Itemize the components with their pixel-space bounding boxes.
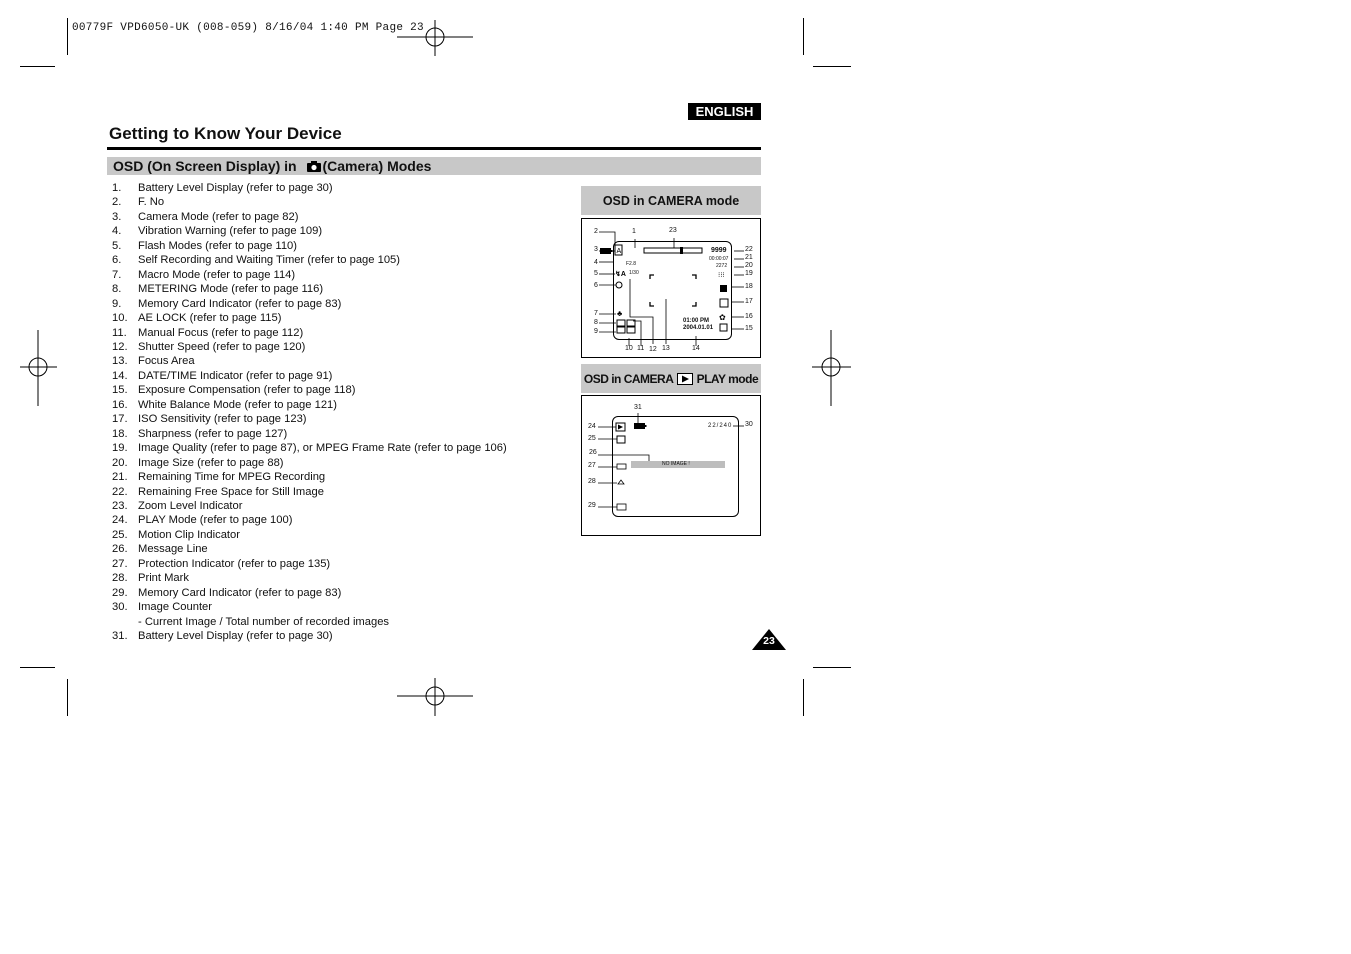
legend-number: 9. [112, 297, 122, 310]
legend-item [112, 427, 507, 441]
legend-number: 3. [112, 210, 122, 223]
date-display: 2004.01.01 [683, 325, 714, 331]
registration-mark-right [812, 330, 851, 406]
legend-number: 12. [112, 340, 128, 353]
legend-text: Battery Level Display (refer to page 30) [138, 630, 333, 643]
crop-mark [803, 18, 804, 55]
section-header [107, 157, 761, 175]
callout-number: 17 [745, 298, 753, 305]
legend-item [112, 456, 507, 470]
svg-text:♣: ♣ [617, 309, 623, 318]
message-line: NO IMAGE ! [662, 461, 690, 467]
registration-mark-left [20, 330, 57, 406]
legend-item [112, 441, 507, 455]
play-panel-heading [581, 364, 761, 393]
legend-number: 10. [112, 312, 128, 325]
legend-number: 30. [112, 601, 128, 614]
legend-item [112, 268, 507, 282]
legend-text: Self Recording and Waiting Timer (refer to page 105) [138, 254, 400, 267]
legend-item [112, 239, 507, 253]
callout-number: 14 [692, 345, 700, 352]
legend-number: 31. [112, 630, 128, 643]
legend-item [112, 383, 507, 397]
image-counter: 22/240 [708, 423, 733, 429]
legend-item [112, 398, 507, 412]
callout-number: 30 [745, 421, 753, 428]
legend-item [112, 340, 507, 354]
callout-number: 8 [594, 319, 598, 326]
legend-item [112, 282, 507, 296]
legend-item [112, 326, 507, 340]
legend-number: 24. [112, 514, 128, 527]
legend-text: Memory Card Indicator (refer to page 83) [138, 586, 342, 599]
legend-text: Memory Card Indicator (refer to page 83) [138, 297, 342, 310]
legend-text: AE LOCK (refer to page 115) [138, 312, 282, 325]
legend-text: Remaining Time for MPEG Recording [138, 471, 326, 484]
callout-number: 20 [745, 262, 753, 269]
legend-number: 11. [112, 326, 127, 339]
legend-text: ISO Sensitivity (refer to page 123) [138, 413, 307, 426]
legend-item [112, 629, 507, 643]
legend-item [112, 513, 507, 527]
legend-text: Exposure Compensation (refer to page 118) [138, 384, 356, 397]
svg-text:⁝⁝⁝: ⁝⁝⁝ [718, 272, 725, 279]
legend-item [112, 253, 507, 267]
legend-item [112, 195, 507, 209]
legend-number: 28. [112, 572, 128, 585]
title-rule [107, 147, 761, 150]
callout-number: 7 [594, 310, 598, 317]
legend-number: 1. [112, 182, 122, 194]
legend-item [112, 181, 507, 195]
svg-text:↯A: ↯A [615, 271, 626, 278]
osd-legend-list [112, 181, 507, 644]
legend-number: 2. [112, 196, 122, 209]
legend-text: PLAY Mode (refer to page 100) [138, 514, 293, 527]
play-osd-panel [581, 395, 761, 536]
legend-item [112, 311, 507, 325]
crop-mark [67, 18, 68, 55]
callout-number: 25 [588, 435, 596, 442]
legend-number: 21. [112, 471, 128, 484]
registration-mark-bottom [397, 678, 473, 716]
shutter-speed: 1/30 [629, 270, 639, 276]
legend-text: Manual Focus (refer to page 112) [138, 326, 304, 339]
page-number: 23 [763, 635, 775, 647]
legend-text: DATE/TIME Indicator (refer to page 91) [138, 369, 333, 382]
legend-text: F. No [138, 196, 165, 209]
section-title-after: (Camera) Modes [322, 158, 432, 174]
legend-item [112, 485, 507, 499]
legend-item [112, 412, 507, 426]
legend-text: Sharpness (refer to page 127) [138, 427, 288, 440]
legend-number: 27. [112, 557, 128, 570]
print-slug: 00779F VPD6050-UK (008-059) 8/16/04 1:40 PM Page 23 [72, 22, 424, 34]
legend-number: 26. [112, 543, 128, 556]
callout-number: 21 [745, 254, 753, 261]
callout-number: 16 [745, 313, 753, 320]
callout-number: 15 [745, 325, 753, 332]
callout-number: 29 [588, 502, 596, 509]
legend-item [112, 354, 507, 368]
legend-number: 8. [112, 283, 122, 296]
legend-item [112, 499, 507, 513]
legend-text: Image Counter [138, 601, 213, 614]
legend-text: Image Quality (refer to page 87), or MPEG Frame Rate (refer to page 106) [138, 442, 507, 455]
legend-number: 5. [112, 239, 122, 252]
legend-text: Protection Indicator (refer to page 135) [138, 557, 331, 570]
legend-number: 22. [112, 485, 128, 498]
legend-item [112, 528, 507, 542]
callout-number: 26 [589, 449, 597, 456]
legend-item [112, 571, 507, 585]
remaining-count: 9999 [711, 247, 727, 254]
svg-text:✿: ✿ [719, 313, 726, 322]
crop-mark [67, 679, 68, 716]
callout-number: 31 [634, 404, 642, 411]
legend-item [112, 297, 507, 311]
legend-number: 18. [112, 427, 128, 440]
callout-number: 1 [632, 228, 636, 235]
legend-text: Image Size (refer to page 88) [138, 456, 284, 469]
play-heading-before: OSD in CAMERA [583, 371, 676, 386]
callout-number: 22 [745, 246, 753, 253]
legend-text: Shutter Speed (refer to page 120) [138, 340, 306, 353]
legend-item [112, 600, 507, 614]
legend-number: 14. [112, 369, 128, 382]
play-icon [677, 373, 693, 385]
play-heading-after: PLAY mode [693, 371, 759, 386]
legend-number: 4. [112, 225, 122, 238]
legend-number: 15. [112, 384, 128, 397]
legend-item [112, 369, 507, 383]
legend-text: Message Line [138, 543, 208, 556]
callout-number: 3 [594, 246, 598, 253]
callout-number: 9 [594, 328, 598, 335]
camera-osd-diagram [582, 219, 760, 357]
crop-mark [20, 66, 55, 67]
crop-mark [20, 667, 55, 668]
crop-mark [803, 679, 804, 716]
legend-item [112, 586, 507, 600]
legend-number: 23. [112, 499, 128, 512]
svg-text:A: A [616, 248, 622, 255]
legend-text: Zoom Level Indicator [138, 499, 243, 512]
page-title: Getting to Know Your Device [109, 124, 342, 143]
callout-number: 24 [588, 423, 596, 430]
callout-number: 27 [588, 462, 596, 469]
crop-mark [813, 66, 851, 67]
legend-item [112, 615, 507, 629]
crop-mark [813, 667, 851, 668]
legend-text: Battery Level Display (refer to page 30) [138, 182, 333, 194]
camera-osd-panel [581, 218, 761, 358]
legend-text: Remaining Free Space for Still Image [138, 485, 324, 498]
section-title-before: OSD (On Screen Display) in [113, 158, 301, 174]
legend-number [112, 615, 138, 629]
callout-number: 23 [669, 227, 677, 234]
legend-text: Camera Mode (refer to page 82) [138, 210, 299, 223]
legend-item [112, 542, 507, 556]
callout-number: 6 [594, 282, 598, 289]
legend-item [112, 470, 507, 484]
legend-text: Macro Mode (refer to page 114) [138, 268, 296, 281]
legend-number: 20. [112, 456, 128, 469]
legend-item [112, 224, 507, 238]
callout-number: 4 [594, 259, 598, 266]
legend-text: Motion Clip Indicator [138, 528, 240, 541]
legend-number: 19. [112, 442, 128, 455]
callout-number: 19 [745, 270, 753, 277]
callout-number: 11 [637, 345, 645, 352]
time-display: 01:00 PM [683, 318, 710, 324]
legend-item [112, 557, 507, 571]
legend-text: Vibration Warning (refer to page 109) [138, 225, 323, 238]
legend-text: White Balance Mode (refer to page 121) [138, 398, 337, 411]
callout-number: 5 [594, 270, 598, 277]
camera-panel-heading: OSD in CAMERA mode [581, 186, 761, 215]
legend-number: 13. [112, 355, 128, 368]
callout-number: 13 [662, 345, 670, 352]
camera-icon [307, 161, 321, 172]
legend-number: 25. [112, 528, 128, 541]
legend-number: 7. [112, 268, 122, 281]
callout-number: 12 [649, 346, 657, 353]
legend-text: METERING Mode (refer to page 116) [138, 283, 324, 296]
callout-number: 28 [588, 478, 596, 485]
legend-text: Print Mark [138, 572, 189, 585]
legend-number: 29. [112, 586, 128, 599]
image-size: 2272 [716, 263, 728, 269]
legend-number: 16. [112, 398, 128, 411]
callout-number: 10 [625, 345, 633, 352]
callout-number: 18 [745, 283, 753, 290]
legend-item [112, 210, 507, 224]
legend-number: 17. [112, 413, 128, 426]
remaining-time: 00:00:07 [709, 256, 729, 262]
legend-text: - Current Image / Total number of recorded images [138, 615, 390, 628]
legend-text: Flash Modes (refer to page 110) [138, 239, 297, 252]
legend-text: Focus Area [138, 355, 195, 368]
f-number: F2.8 [626, 261, 637, 267]
legend-number: 6. [112, 254, 122, 267]
callout-number: 2 [594, 228, 598, 235]
language-badge: ENGLISH [688, 103, 761, 120]
section-title [113, 158, 431, 174]
